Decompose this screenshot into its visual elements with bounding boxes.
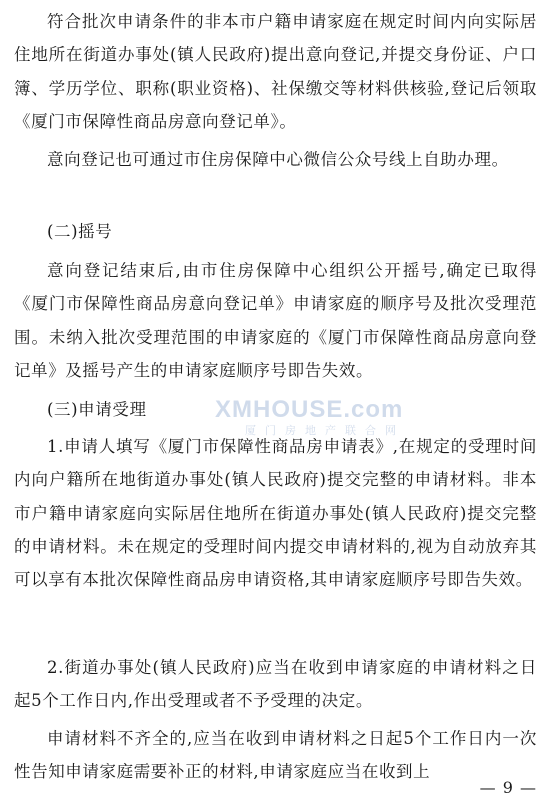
section-heading-lottery: (二)摇号 bbox=[47, 222, 113, 241]
paragraph-acceptance-decision: 2.街道办事处(镇人民政府)应当在收到申请家庭的申请材料之日起5个工作日内,作出受理或者不予受理的决定。 bbox=[14, 658, 537, 711]
page-number: — 9 — bbox=[479, 778, 537, 797]
paragraph-application-submission: 1.申请人填写《厦门市保障性商品房申请表》,在规定的受理时间内向户籍所在地街道办事处(镇人民政府)提交完整的申请材料。非本市户籍申请家庭向实际居住地所在街道办事处(镇人民政府)提交完整的申请材料。未在规定的受理时间内提交申请材料的,视为自动放弃其可以享有本批次保障性商品房申请资格,其申请家庭顺序号即告失效。 bbox=[14, 437, 537, 590]
paragraph-intention-registration: 符合批次申请条件的非本市户籍申请家庭在规定时间内向实际居住地所在街道办事处(镇人民政府)提出意向登记,并提交身份证、户口簿、学历学位、职称(职业资格)、社保缴交等材料供核验,登记后领取《厦门市保障性商品房意向登记单》。 bbox=[14, 12, 537, 131]
section-heading-acceptance: (三)申请受理 bbox=[47, 400, 147, 419]
watermark-main-text: XMHOUSE.com bbox=[215, 396, 404, 423]
paragraph-online-registration: 意向登记也可通过市住房保障中心微信公众号线上自助办理。 bbox=[47, 150, 509, 169]
paragraph-lottery: 意向登记结束后,由市住房保障中心组织公开摇号,确定已取得《厦门市保障性商品房意向登记单》申请家庭的顺序号及批次受理范围。未纳入批次受理范围的申请家庭的《厦门市保障性商品房意向登记单》及摇号产生的申请家庭顺序号即告失效。 bbox=[14, 261, 537, 380]
watermark-sub-text: 厦门房地产联合网 bbox=[245, 424, 405, 437]
paragraph-incomplete-materials: 申请材料不齐全的,应当在收到申请材料之日起5个工作日内一次性告知申请家庭需要补正的材料,申请家庭应当在收到上 bbox=[14, 729, 537, 782]
